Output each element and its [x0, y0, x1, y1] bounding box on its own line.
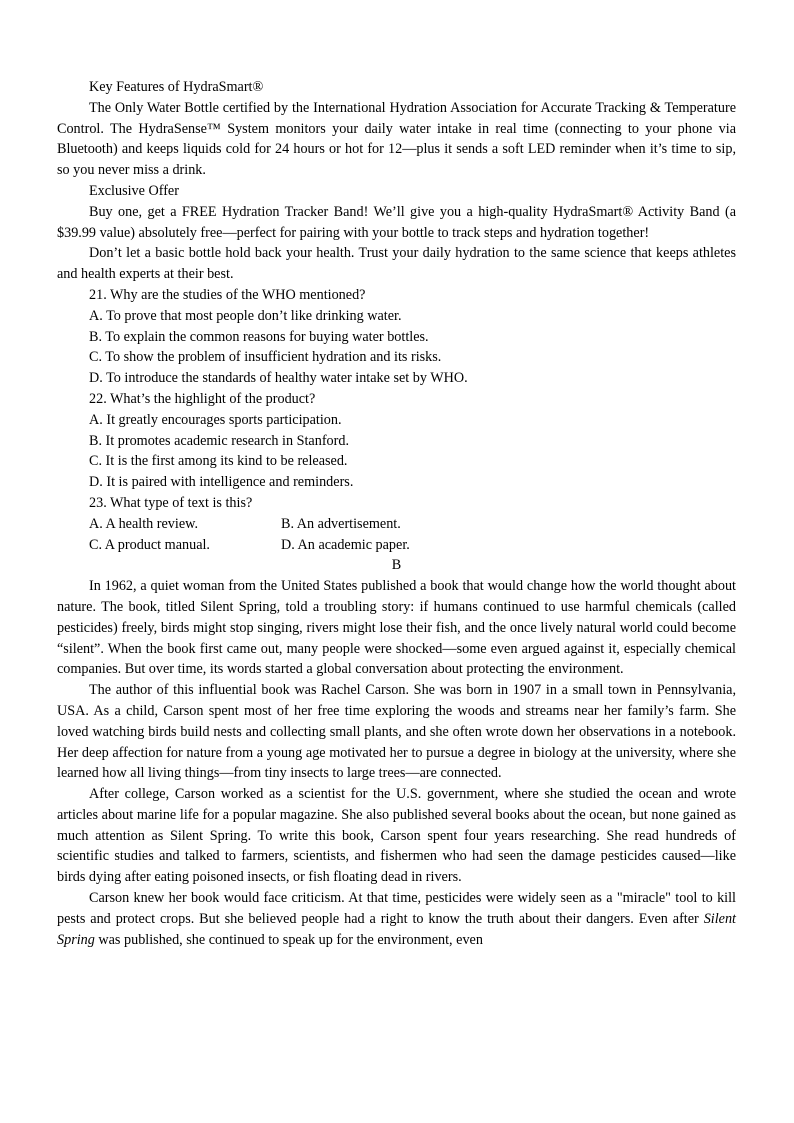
- question-23-option-c: C. A product manual.: [89, 536, 210, 553]
- question-23-options-row-1: [57, 514, 736, 535]
- passage-b-paragraph-1: In 1962, a quiet woman from the United States published a book that would change how the world thought about nature. The book, titled Silent Spring, told a troubling story: if humans continued to use harmful chemicals (called pesticides) freely, birds might stop singing, rivers might lose their fish, and the once lively natural world could become “silent”. When the book first came out, many people were shocked—some even argued against it, especially chemical companies. But over time, its words started a global conversation about protecting the environment.: [57, 578, 736, 678]
- question-23-options-row-2: [57, 535, 736, 556]
- section-b-label: B: [391, 557, 402, 574]
- question-21-option-c: C. To show the problem of insufficient hydration and its risks.: [89, 349, 442, 366]
- question-21-option-a: A. To prove that most people don’t like drinking water.: [89, 307, 402, 324]
- question-22-option-b: B. It promotes academic research in Stanford.: [89, 432, 350, 449]
- question-23-option-a: A. A health review.: [89, 515, 199, 532]
- offer-paragraph: Buy one, get a FREE Hydration Tracker Band! We’ll give you a high-quality HydraSmart® Activity Band (a $39.99 value) absolutely free—perfect for pairing with your bottle to track steps and hydration together!: [57, 203, 736, 241]
- book-title-italic: Silent Spring: [57, 910, 736, 948]
- passage-b-paragraph-2: The author of this influential book was Rachel Carson. She was born in 1907 in a small town in Pennsylvania, USA. As a child, Carson spent most of her free time exploring the woods and streams near her family’s farm. She loved watching birds build nests and collecting small plants, and she often wrote down her observations in a notebook. Her deep affection for nature from a young age motivated her to pursue a degree in biology at the university, where she learned how all living things—from tiny insects to large trees—are connected.: [57, 682, 736, 782]
- question-22-stem: 22. What’s the highlight of the product?: [89, 390, 316, 407]
- paragraph-4-text-after: was published, she continued to speak up for the environment, even: [94, 931, 483, 948]
- offer-heading: Exclusive Offer: [89, 182, 179, 199]
- document-page: [57, 77, 736, 950]
- question-23-stem: 23. What type of text is this?: [89, 494, 253, 511]
- question-22-option-a: A. It greatly encourages sports participation.: [89, 411, 342, 428]
- features-heading: Key Features of HydraSmart®: [89, 79, 264, 95]
- question-21-stem: 21. Why are the studies of the WHO mentioned?: [89, 286, 366, 303]
- question-23-option-d: D. An academic paper.: [281, 536, 410, 553]
- question-23-option-b: B. An advertisement.: [281, 515, 401, 532]
- question-22-option-d: D. It is paired with intelligence and reminders.: [89, 474, 354, 491]
- paragraph-4-text-before: Carson knew her book would face criticism. At that time, pesticides were widely seen as a "miracle" tool to kill pests and protect crops. But she believed people had a right to know the truth about their dangers. Even after: [57, 890, 736, 927]
- passage-b-paragraph-3: After college, Carson worked as a scientist for the U.S. government, where she studied the ocean and wrote articles about marine life for a popular magazine. She also published several books about the ocean, but none gained as much attention as Silent Spring. To write this book, Carson spent four years researching. She read hundreds of scientific studies and talked to farmers, scientists, and fishermen who had seen the damage pesticides caused—like birds dying after eating poisoned insects, or fish floating dead in rivers.: [57, 786, 736, 886]
- question-22-option-c: C. It is the first among its kind to be released.: [89, 453, 348, 470]
- question-21-option-b: B. To explain the common reasons for buying water bottles.: [89, 328, 429, 345]
- question-21-option-d: D. To introduce the standards of healthy water intake set by WHO.: [89, 370, 468, 387]
- features-paragraph: The Only Water Bottle certified by the International Hydration Association for Accurate Tracking & Temperature Control. The HydraSense™ System monitors your daily water intake in real time (connecting to your phone via Bluetooth) and keeps liquids cold for 24 hours or hot for 12—plus it sends a soft LED reminder when it’s time to sip, so you never miss a drink.: [57, 99, 736, 179]
- closing-paragraph: Don’t let a basic bottle hold back your health. Trust your daily hydration to the same science that keeps athletes and health experts at their best.: [57, 245, 736, 283]
- passage-b-paragraph-4: [57, 888, 736, 950]
